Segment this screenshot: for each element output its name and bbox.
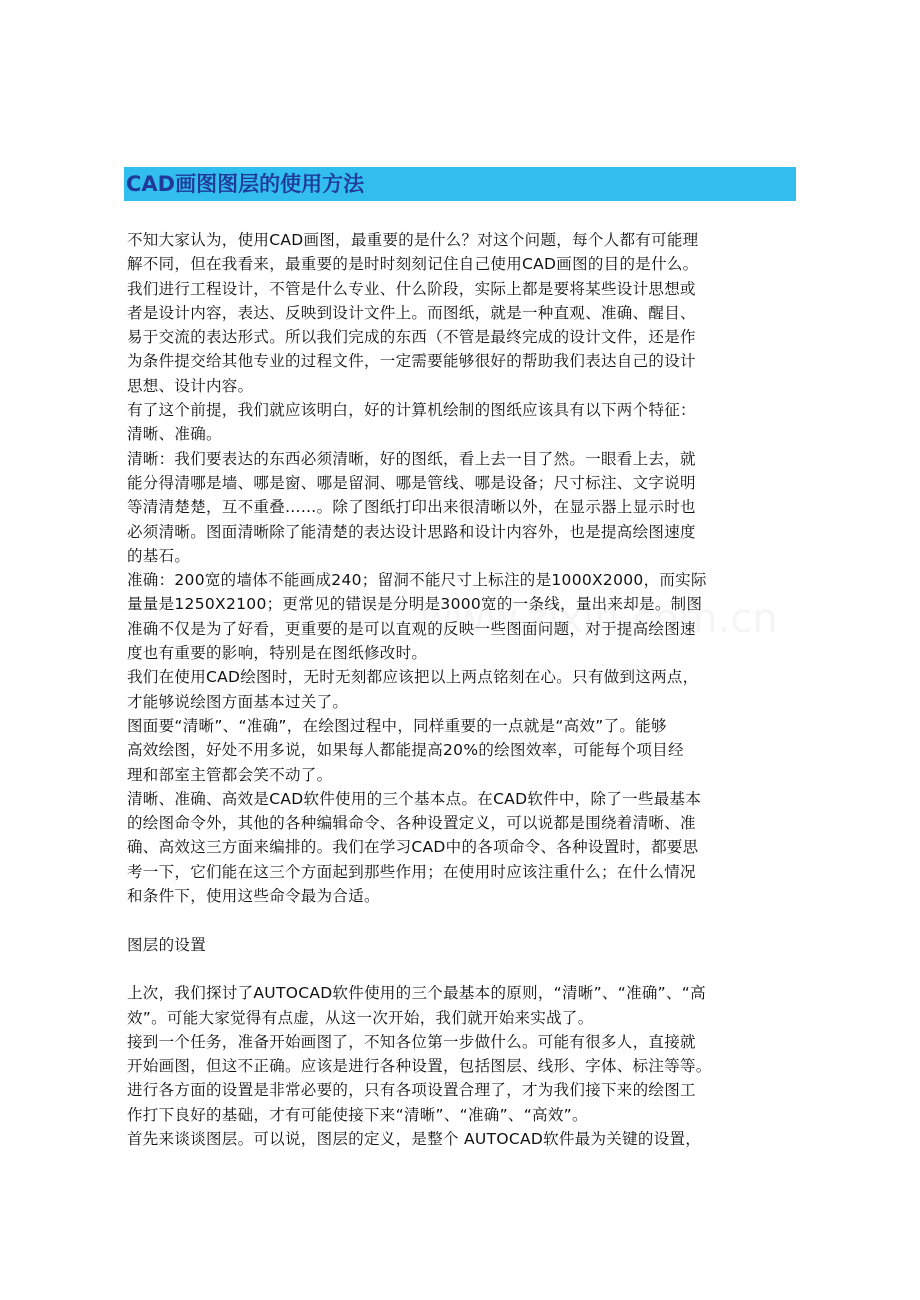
text-line: 清晰、准确、高效是CAD软件使用的三个基本点。在CAD软件中，除了一些最基本 [127,789,702,808]
text-line: 上次，我们探讨了AUTOCAD软件使用的三个最基本的原则，“清晰”、“准确”、“高 [127,984,706,1003]
text-line: 思想、设计内容。 [127,376,254,395]
text-line: 首先来谈谈图层。可以说，图层的定义，是整个 AUTOCAD软件最为关键的设置， [127,1129,702,1148]
text-line: 确、高效这三方面来编排的。我们在学习CAD中的各项命令、各种设置时，都要思 [127,838,699,857]
text-line: 的基石。 [127,546,191,565]
text-line: 量量是1250X2100；更常见的错误是分明是3000宽的一条线，量出来却是。制图 [127,595,703,614]
text-line: 我们在使用CAD绘图时，无时无刻都应该把以上两点铭刻在心。只有做到这两点， [127,668,699,687]
text-line: 才能够说绘图方面基本过关了。 [127,692,349,711]
text-line [127,908,807,932]
text-line: 清晰：我们要表达的东西必须清晰，好的图纸，看上去一目了然。一眼看上去，就 [127,449,696,468]
text-line: 准确：200宽的墙体不能画成240；留洞不能尺寸上标注的是1000X2000，而实际 [127,571,707,590]
document-title: CAD画图图层的使用方法 [126,172,365,196]
text-line: 图层的设置 [127,935,207,954]
text-line: 度也有重要的影响，特别是在图纸修改时。 [127,644,428,663]
text-line: 准确不仅是为了好看，更重要的是可以直观的反映一些图面问题，对于提高绘图速 [127,619,696,638]
text-line: 开始画图，但这不正确。应该是进行各种设置，包括图层、线形、字体、标注等等。 [127,1057,712,1076]
text-line: 效”。可能大家觉得有点虚，从这一次开始，我们就开始来实战了。 [127,1008,594,1027]
text-line: 能分得清哪是墙、哪是窗、哪是留洞、哪是管线、哪是设备；尺寸标注、文字说明 [127,473,696,492]
text-line [127,957,807,981]
text-line: 考一下，它们能在这三个方面起到那些作用；在使用时应该注重什么；在什么情况 [127,862,696,881]
text-line: 解不同，但在我看来，最重要的是时时刻刻记住自己使用CAD画图的目的是什么。 [127,255,699,274]
text-line: 不知大家认为，使用CAD画图，最重要的是什么？对这个问题，每个人都有可能理 [127,231,699,249]
text-line: 有了这个前提，我们就应该明白，好的计算机绘制的图纸应该具有以下两个特征： [127,401,696,420]
text-line: 我们进行工程设计，不管是什么专业、什么阶段，实际上都是要将某些设计思想或 [127,279,696,298]
text-line: 等清清楚楚，互不重叠……。除了图纸打印出来很清晰以外，在显示器上显示时也 [127,498,696,517]
text-line: 接到一个任务，准备开始画图了，不知各位第一步做什么。可能有很多人，直接就 [127,1032,696,1051]
text-line: 高效绘图，好处不用多说，如果每人都能提高20%的绘图效率，可能每个项目经 [127,741,684,760]
text-line: 进行各方面的设置是非常必要的，只有各项设置合理了，才为我们接下来的绘图工 [127,1081,696,1100]
text-line: 者是设计内容，表达、反映到设计文件上。而图纸，就是一种直观、准确、醒目、 [127,303,696,322]
text-line: 清晰、准确。 [127,425,222,444]
text-line: 图面要“清晰”、“准确”，在绘图过程中，同样重要的一点就是“高效”了。能够 [127,716,667,735]
text-line: 为条件提交给其他专业的过程文件，一定需要能够很好的帮助我们表达自己的设计 [127,352,696,371]
text-line: 必须清晰。图面清晰除了能清楚的表达设计思路和设计内容外，也是提高绘图速度 [127,522,696,541]
text-line: 和条件下，使用这些命令最为合适。 [127,887,380,906]
text-line: 作打下良好的基础，才有可能使接下来“清晰”、“准确”、“高效”。 [127,1105,588,1124]
document-body [127,228,807,1151]
text-line: 易于交流的表达形式。所以我们完成的东西（不管是最终完成的设计文件，还是作 [127,328,696,347]
text-line: 的绘图命令外，其他的各种编辑命令、各种设置定义，可以说都是围绕着清晰、准 [127,814,696,833]
text-line: 理和部室主管都会笑不动了。 [127,765,333,784]
